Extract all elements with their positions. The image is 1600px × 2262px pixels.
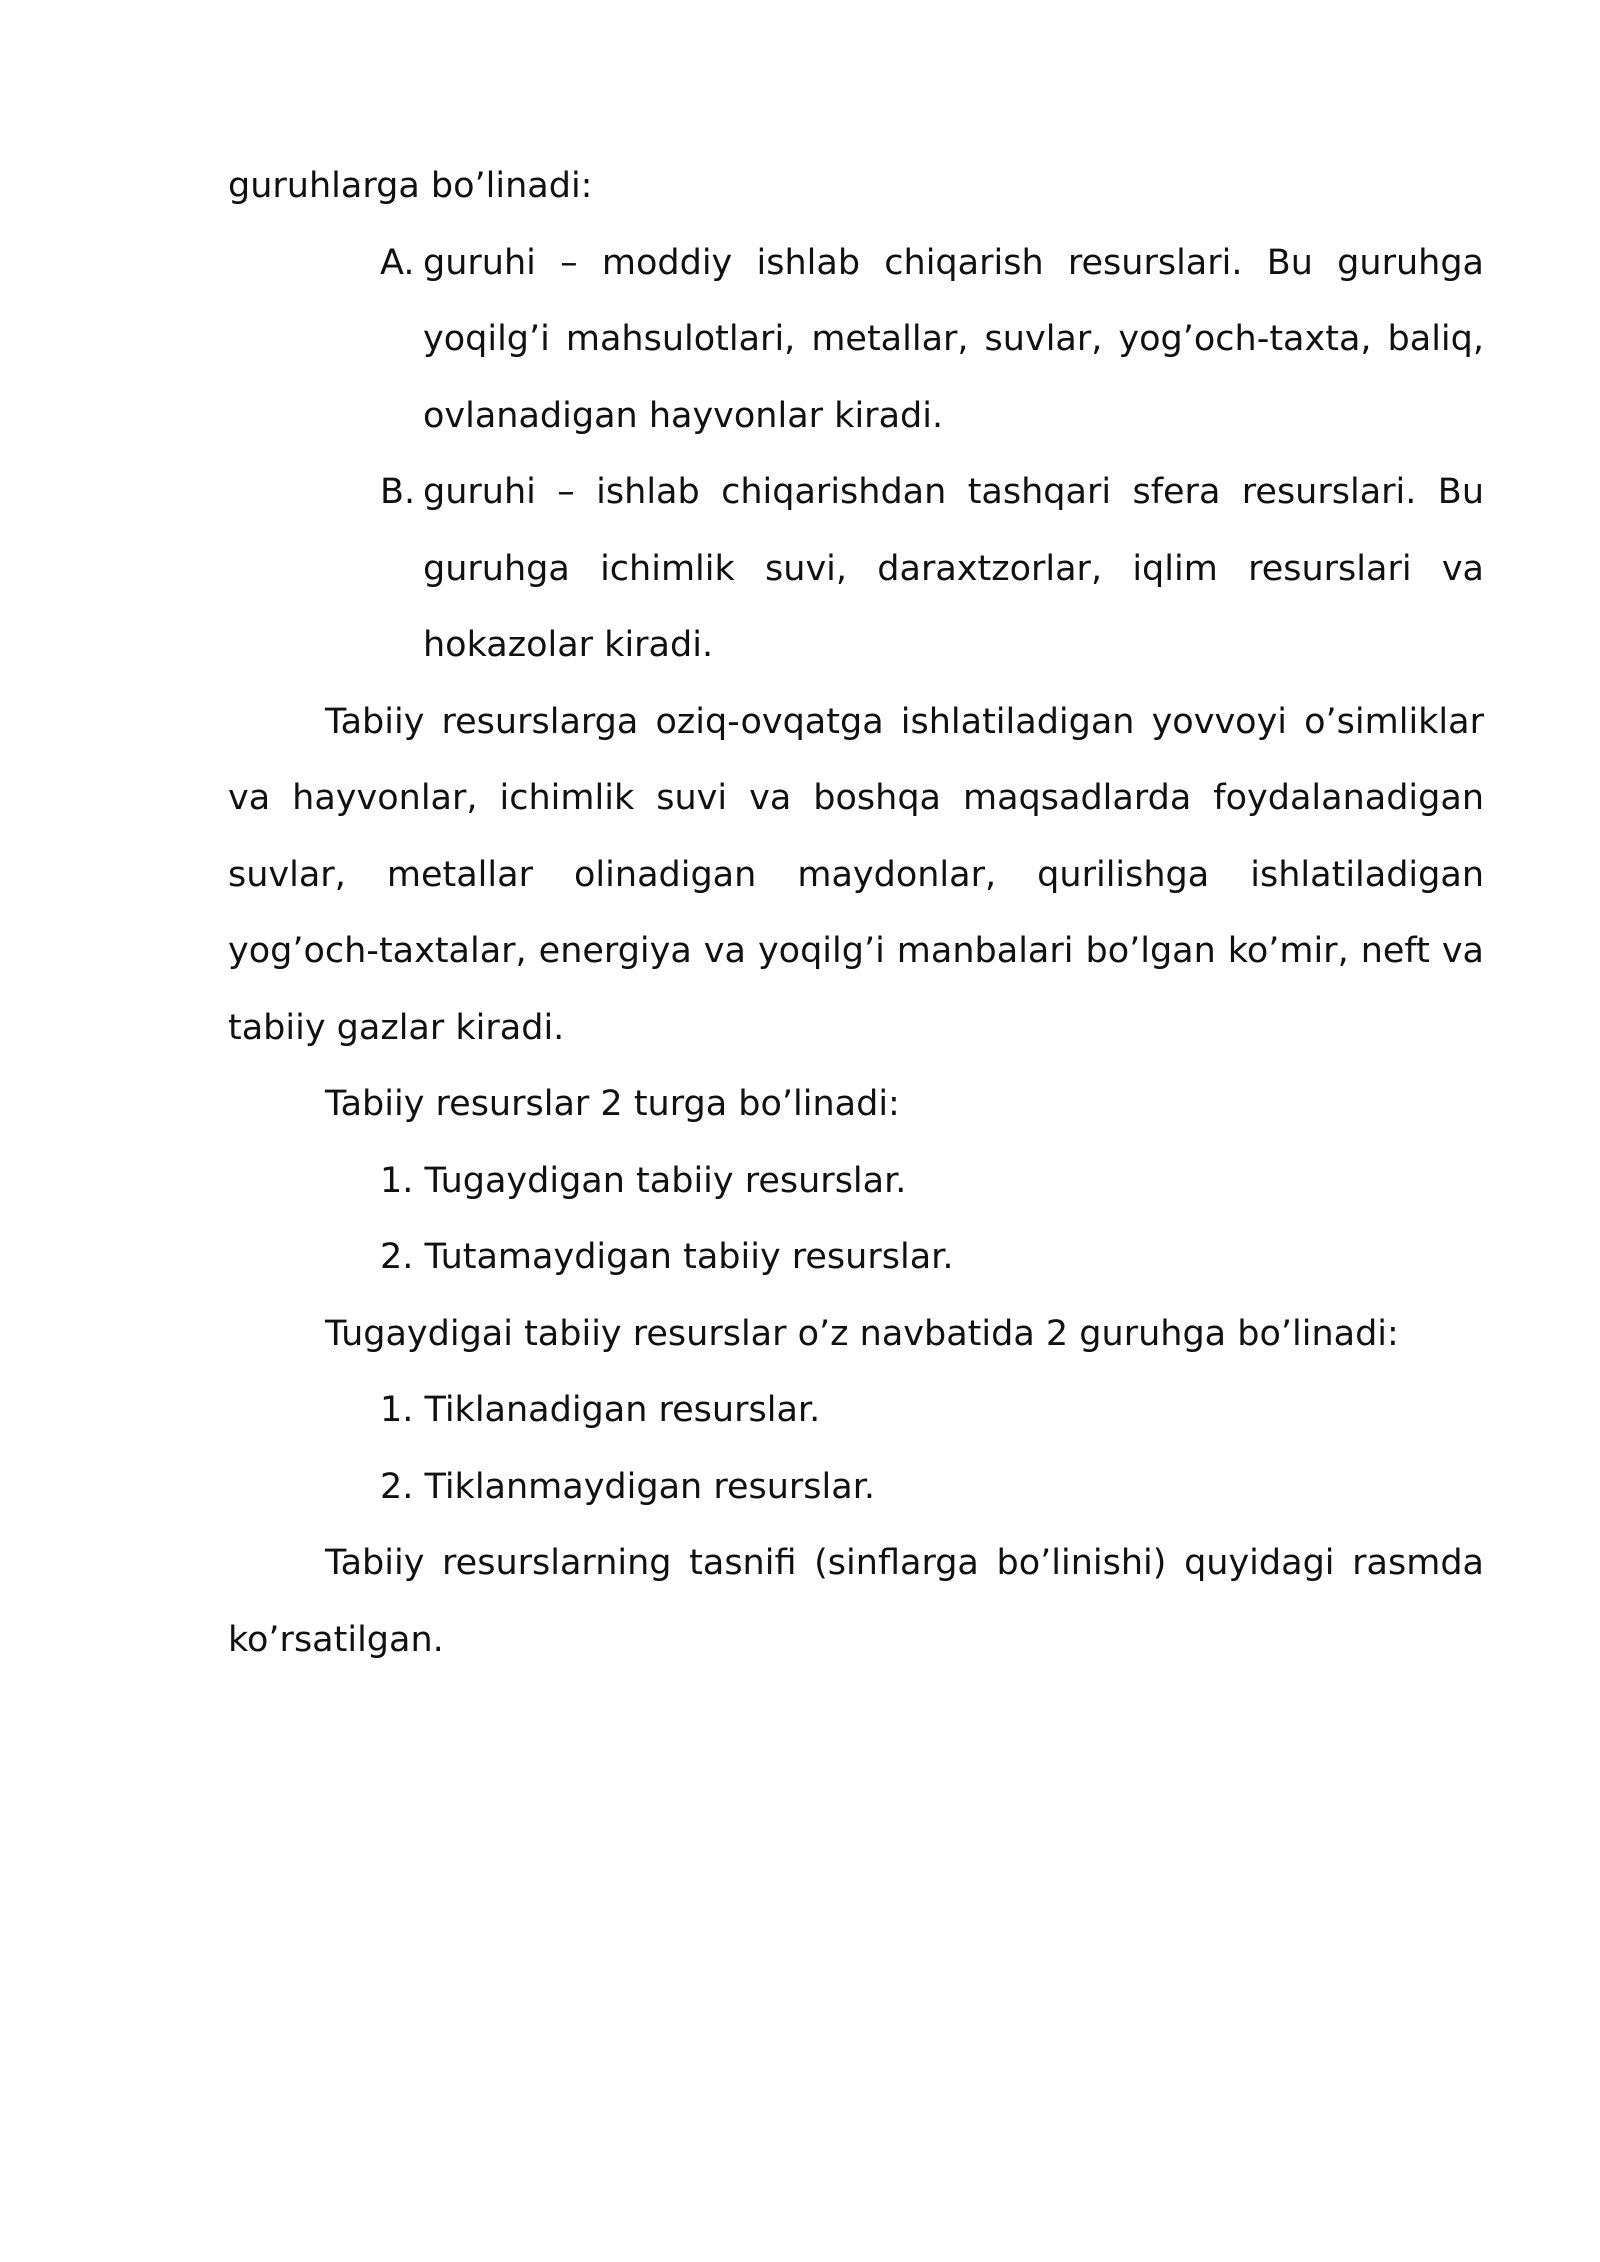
list-marker: B. (380, 472, 416, 512)
group-item-b (228, 454, 1484, 684)
types-item-2: 2. Tutamaydigan tabiiy resurslar. (380, 1237, 954, 1277)
intro-line: guruhlarga bo’linadi: (228, 166, 593, 206)
list-marker: A. (380, 242, 415, 283)
closing-paragraph: Tabiiy resurslarning tasnifi (sinflarga bo’linishi) quyidagi rasmda ko’rsatilgan. (228, 1543, 1484, 1660)
types-heading: Tabiiy resurslar 2 turga bo’linadi: (325, 1084, 900, 1124)
paragraph-resources: Tabiiy resurslarga oziq-ovqatga ishlatiladigan yovvoyi o’simliklar va hayvonlar, ichimlik suvi va boshqa maqsadlarda foydalanadigan suvlar, metallar olinadigan maydonlar, qurilishga ishlatiladigan yog’och-taxtalar, energiya va yoqilg’i manbalari bo’lgan ko’mir, neft va tabiiy gazlar kiradi. (228, 701, 1484, 1048)
exhaustible-item-2: 2. Tiklanmaydigan resurslar. (380, 1466, 876, 1507)
types-item-1: 1. Tugaydigan tabiiy resurslar. (380, 1160, 907, 1201)
exhaustible-item-1: 1. Tiklanadigan resurslar. (380, 1390, 821, 1430)
group-item-text: guruhi – ishlab chiqarishdan tashqari sfera resurslari. Bu guruhga ichimlik suvi, daraxtzorlar, iqlim resurslari va hokazolar kiradi. (423, 472, 1484, 665)
group-item-text: guruhi – moddiy ishlab chiqarish resurslari. Bu guruhga yoqilg’i mahsulotlari, metallar, suvlar, yog’och-taxta, baliq, ovlanadigan hayvonlar kiradi. (423, 242, 1484, 436)
exhaustible-heading: Tugaydigai tabiiy resurslar o’z navbatida 2 guruhga bo’linadi: (325, 1313, 1399, 1354)
document-page (228, 148, 1484, 1678)
group-item-a (228, 225, 1484, 455)
